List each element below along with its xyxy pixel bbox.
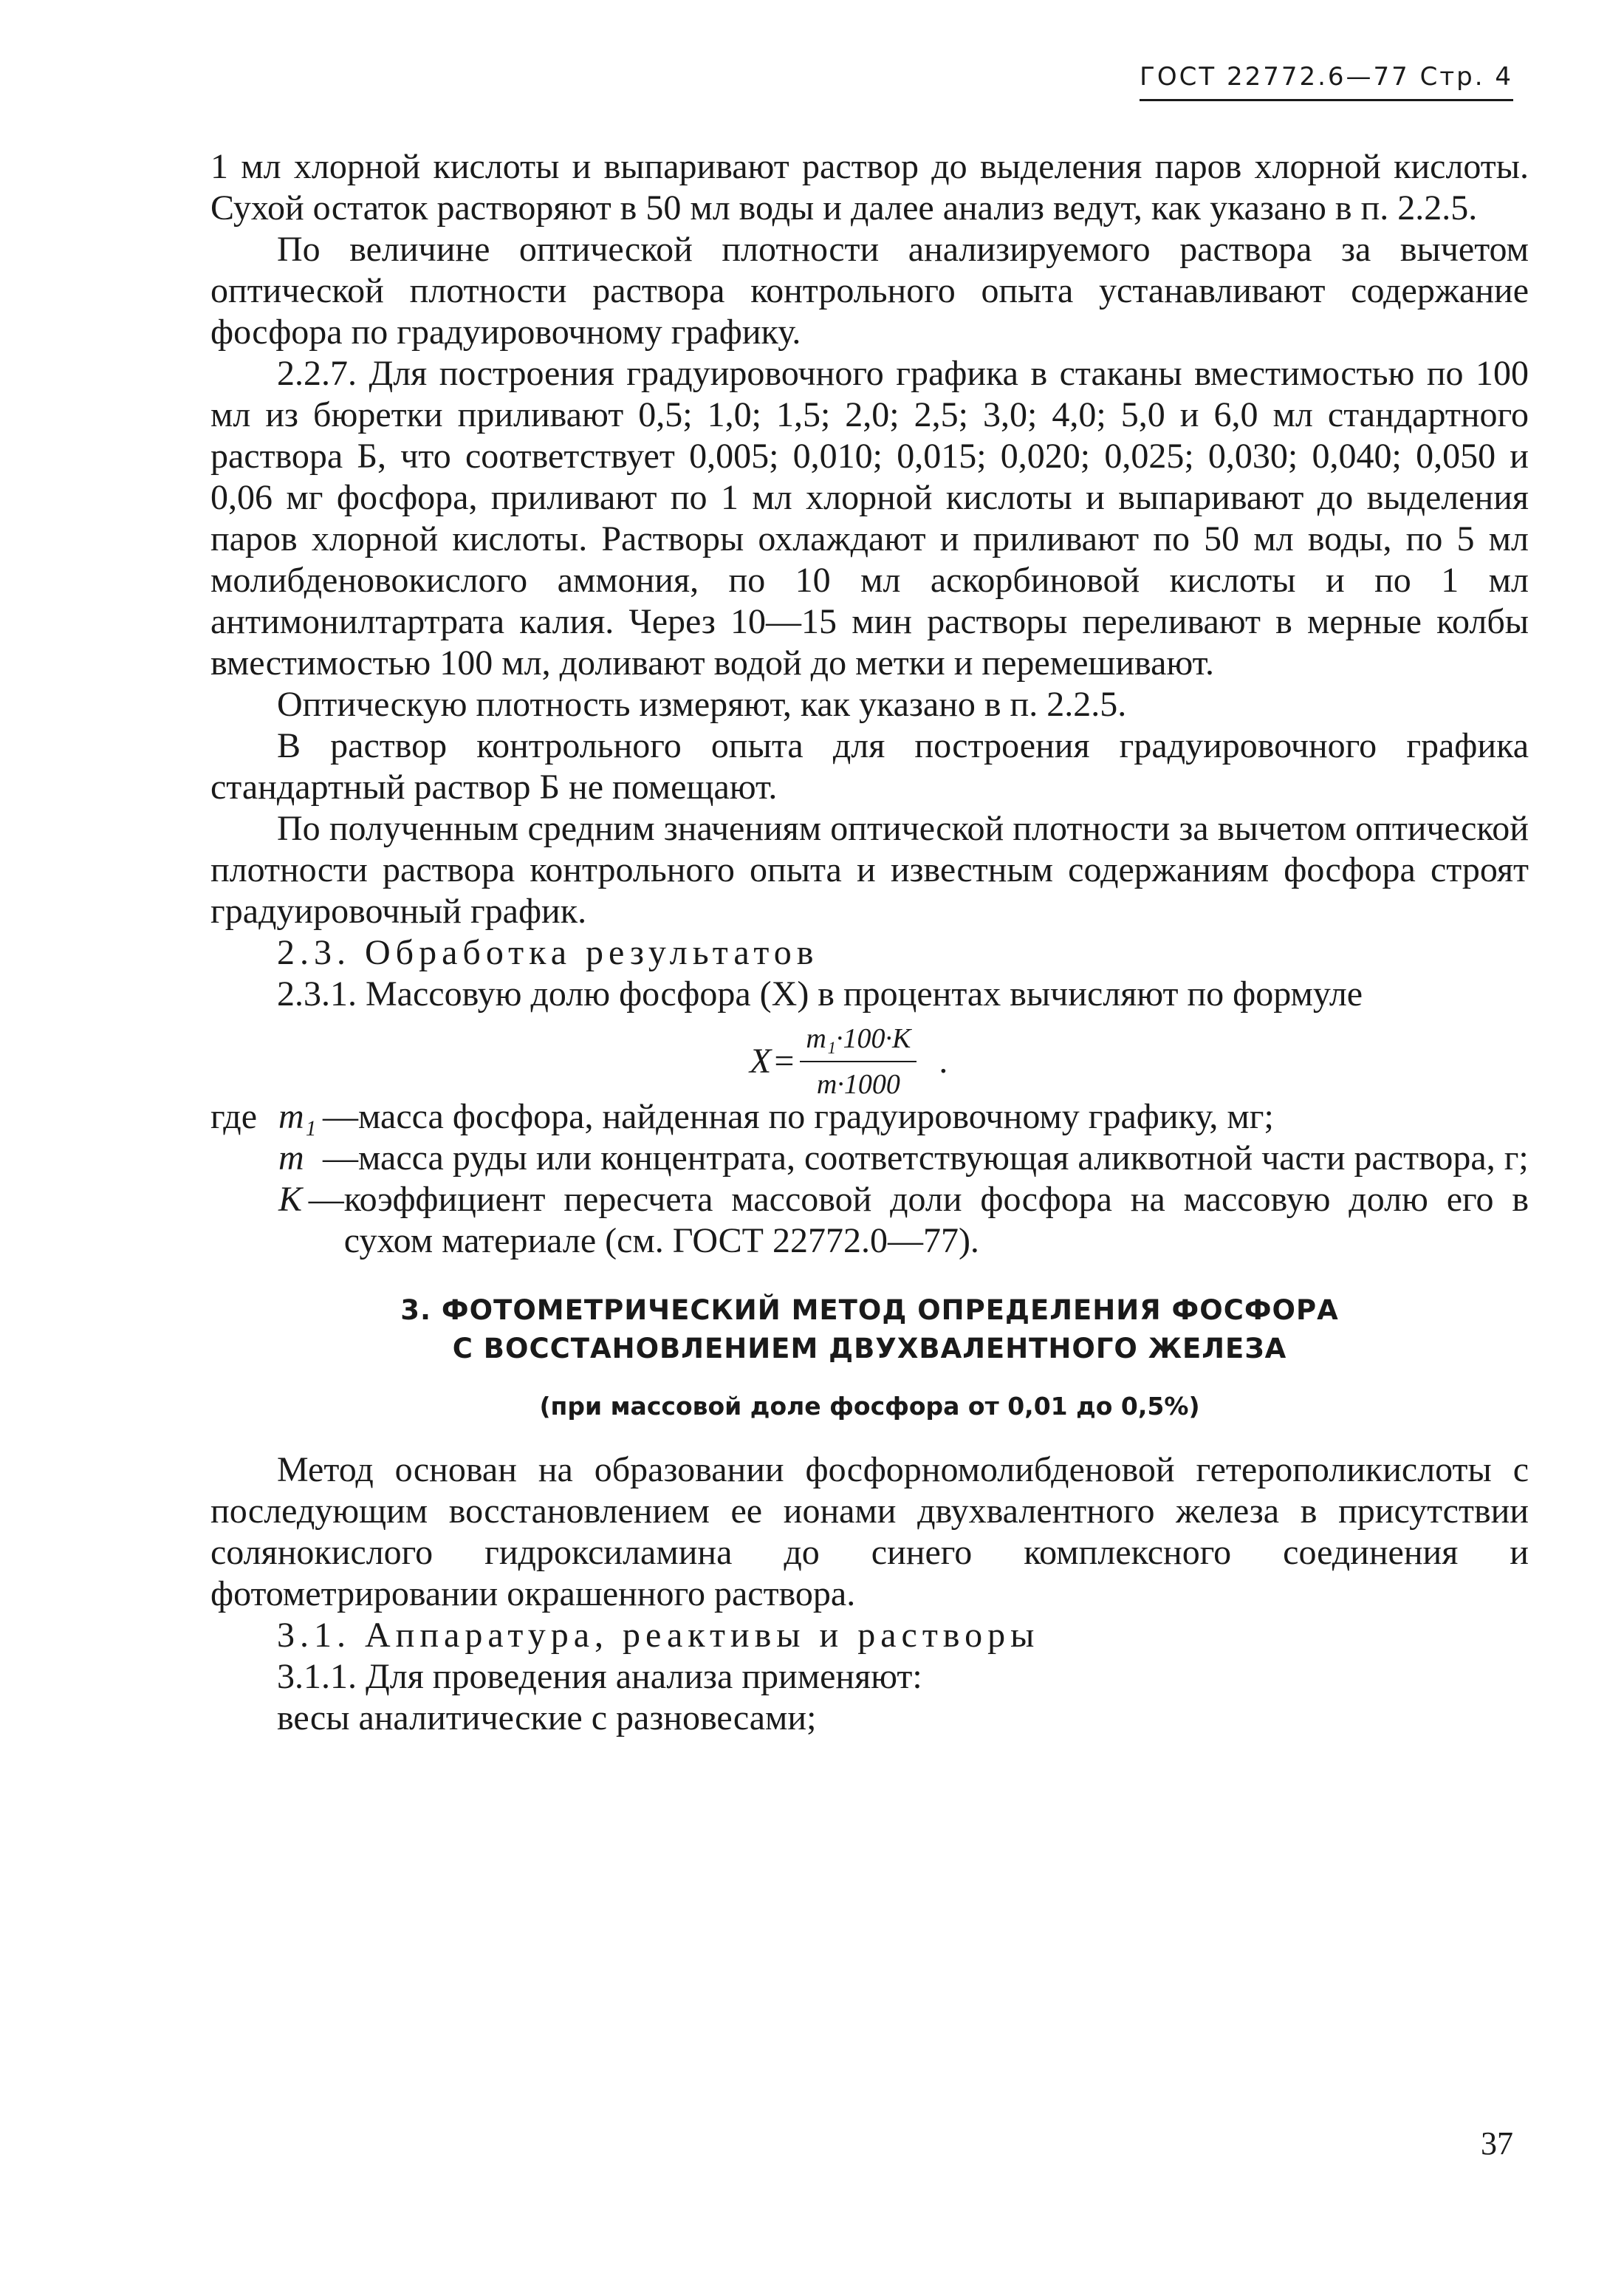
definition-symbol: m [278,1138,304,1178]
definition-symbol: m₁ [278,1097,317,1136]
paragraph-2-3-1: 2.3.1. Массовую долю фосфора (X) в процентах вычисляют по формуле [277,974,1363,1014]
definition-symbol: K [278,1180,303,1219]
paragraph-method-intro: Метод основан на образовании фосфорномолибденовой гетерополикислоты с последующим восстановлением ее ионами двухвалентного железа в присутствии солянокислого гидроксиламина до синего комплексного соединения и фотометрировании окрашенного раствора. [210,1450,1529,1613]
definition-dash: — [323,1138,358,1178]
definition-text: масса фосфора, найденная по градуировочному графику, мг; [358,1097,1274,1136]
definition-dash: — [308,1180,344,1219]
definition-text: коэффициент пересчета массовой доли фосфора на массовую долю его в сухом материале (см. ГОСТ 22772.0—77). [343,1180,1529,1260]
definitions-lead: где [210,1097,258,1136]
body-text [210,146,1529,1739]
paragraph-2-2-7: 2.2.7. Для построения градуировочного графика в стаканы вместимостью по 100 мл из бюретки приливают 0,5; 1,0; 1,5; 2,0; 2,5; 3,0; 4,0; 5,0 и 6,0 мл стандартного раствора Б, что соответствует 0,005; 0,010; 0,015; 0,020; 0,025; 0,030; 0,040; 0,050 и 0,06 мг фосфора, приливают по 1 мл хлорной кислоты и выпаривают до выделения паров хлорной кислоты. Растворы охлаждают и приливают по 50 мл воды, по 5 мл молибденовокислого аммония, по 10 мл аскорбиновой кислоты и по 1 мл антимонилтартрата калия. Через 10—15 мин растворы переливают в мерные колбы вместимостью 100 мл, доливают водой до метки и перемешивают. [210,354,1529,683]
formula-lhs: X [750,1042,772,1081]
definition-item [210,1138,1529,1179]
section-3-title-line2: С ВОССТАНОВЛЕНИЕМ ДВУХВАЛЕНТНОГО ЖЕЛЕЗА [452,1333,1287,1364]
paragraph-continuation: 1 мл хлорной кислоты и выпаривают раствор до выделения паров хлорной кислоты. Сухой остаток растворяют в 50 мл воды и далее анализ ведут, как указано в п. 2.2.5. [210,147,1529,228]
section-3-title-line1: 3. ФОТОМЕТРИЧЕСКИЙ МЕТОД ОПРЕДЕЛЕНИЯ ФОСФОРА [400,1294,1339,1326]
formula-fraction [800,1018,917,1105]
formula-block [210,1015,1529,1100]
formula-numerator: m₁·100·K [800,1018,917,1062]
formula-equals: = [774,1042,795,1081]
section-3-subtitle: (при массовой доле фосфора от 0,01 до 0,5%) [539,1392,1200,1421]
paragraph-optical-density: По величине оптической плотности анализируемого раствора за вычетом оптической плотности раствора контрольного опыта устанавливают содержание фосфора по градуировочному графику. [210,230,1529,352]
formula-denominator: m·1000 [816,1069,900,1100]
definition-dash: — [323,1097,358,1136]
page-number: 37 [1481,2125,1513,2162]
paragraph-build-graph: По полученным средним значениям оптической плотности за вычетом оптической плотности раствора контрольного опыта и известным содержаниям фосфора строят градуировочный график. [210,809,1529,931]
subsection-heading-2-3: 2.3. Обработка результатов [277,933,819,972]
definitions-list [210,1096,1529,1262]
formula [750,1018,948,1105]
section-3-title [210,1291,1529,1368]
running-header: ГОСТ 22772.6—77 Стр. 4 [1140,62,1513,101]
paragraph-control-solution: В раствор контрольного опыта для построения градуировочного графика стандартный раствор Б не помещают. [210,726,1529,807]
definition-text: масса руды или концентрата, соответствующая аликвотной части раствора, г; [358,1138,1529,1178]
formula-trailing: . [939,1042,948,1081]
subsection-heading-3-1: 3.1. Аппаратура, реактивы и растворы [277,1616,1040,1655]
list-item-balance: весы аналитические с разновесами; [277,1698,817,1737]
paragraph-measure: Оптическую плотность измеряют, как указано в п. 2.2.5. [277,685,1127,724]
paragraph-3-1-1: 3.1.1. Для проведения анализа применяют: [277,1657,922,1696]
definition-item [210,1179,1529,1262]
